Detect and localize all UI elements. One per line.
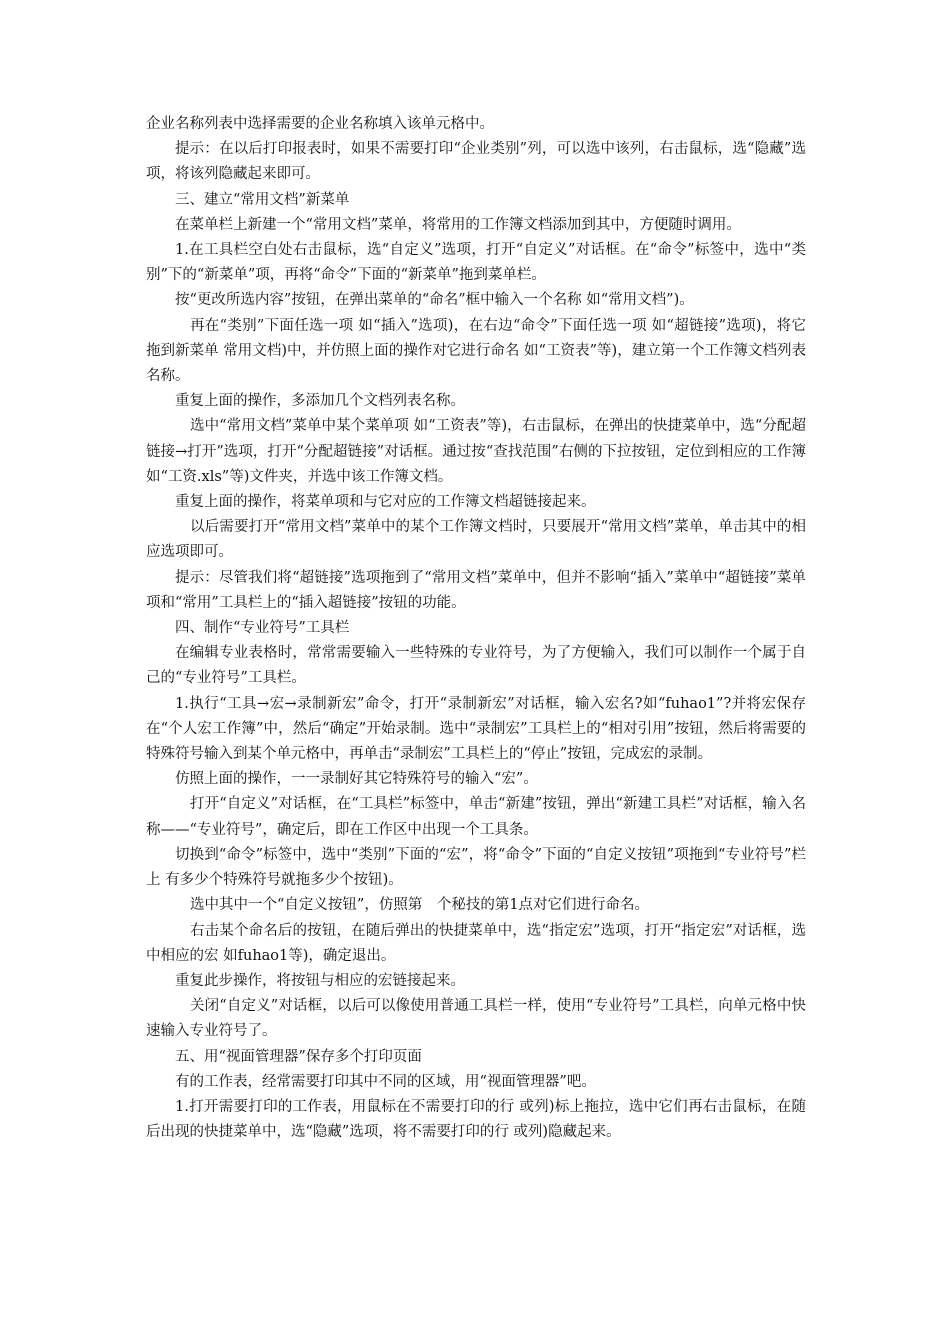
paragraph-20: 右击某个命名后的按钮，在随后弹出的快捷菜单中，选“指定宏”选项，打开“指定宏”对话框，选中相应的宏 如fuhao1等)，确定退出。 xyxy=(146,922,806,964)
section-heading-4: 四、制作“专业符号”工具栏 xyxy=(175,620,350,637)
paragraph-5: 1.在工具栏空白处右击鼠标，选“自定义”选项，打开“自定义”对话框。在“命令”标签中，选中“类别”下的“新菜单”项，再将“命令”下面的“新菜单”拖到菜单栏。 xyxy=(146,242,806,284)
paragraph-19: 选中其中一个“自定义按钮”，仿照第 个秘技的第1点对它们进行命名。 xyxy=(190,897,650,914)
paragraph-22: 关闭“自定义”对话框，以后可以像使用普通工具栏一样，使用“专业符号”工具栏，向单元格中快速输入专业符号了。 xyxy=(146,998,806,1040)
paragraph-10: 重复上面的操作，将菜单项和与它对应的工作簿文档超链接起来。 xyxy=(175,494,596,511)
paragraph-14: 在编辑专业表格时，常常需要输入一些特殊的专业符号，为了方便输入，我们可以制作一个属于自己的“专业符号”工具栏。 xyxy=(146,645,806,687)
paragraph-17: 打开“自定义”对话框，在“工具栏”标签中，单击“新建”按钮，弹出“新建工具栏”对话框，输入名称——“专业符号”，确定后，即在工作区中出现一个工具条。 xyxy=(146,796,806,838)
paragraph-1: 企业名称列表中选择需要的企业名称填入该单元格中。 xyxy=(146,116,494,132)
paragraph-6: 按“更改所选内容”按钮，在弹出菜单的“命名”框中输入一个名称 如“常用文档”)。 xyxy=(175,292,694,309)
paragraph-11: 以后需要打开“常用文档”菜单中的某个工作簿文档时，只要展开“常用文档”菜单，单击其中的相应选项即可。 xyxy=(146,519,806,561)
paragraph-4: 在菜单栏上新建一个“常用文档”菜单，将常用的工作簿文档添加到其中，方便随时调用。 xyxy=(175,216,741,233)
paragraph-15: 1.执行“工具→宏→录制新宏”命令，打开“录制新宏”对话框，输入宏名?如“fuhao1”?并将宏保存在“个人宏工作簿”中，然后“确定”开始录制。选中“录制宏”工具栏上的“相对引用”按钮，然后将需要的特殊符号输入到某个单元格中，再单击“录制宏”工具栏上的“停止”按钮，完成宏的录制。 xyxy=(146,695,806,763)
paragraph-16: 仿照上面的操作，一一录制好其它特殊符号的输入“宏”。 xyxy=(175,771,538,788)
paragraph-7: 再在“类别”下面任选一项 如“插入”选项)，在右边“命令”下面任选一项 如“超链接”选项)，将它拖到新菜单 常用文档)中，并仿照上面的操作对它进行命名 如“工资表”等)，建立第一个工作簿文档列表名称。 xyxy=(146,317,806,385)
section-heading-5: 五、用“视面管理器”保存多个打印页面 xyxy=(175,1048,422,1065)
paragraph-21: 重复此步操作，将按钮与相应的宏链接起来。 xyxy=(175,972,465,989)
document-page xyxy=(146,112,806,1145)
paragraph-9: 选中“常用文档”菜单中某个菜单项 如“工资表”等)，右击鼠标，在弹出的快捷菜单中，选“分配超链接→打开”选项，打开“分配超链接”对话框。通过按“查找范围”右侧的下拉按钮，定位到相应的工作簿 如“工资.xls”等)文件夹，并选中该工作簿文档。 xyxy=(146,418,806,485)
section-heading-3: 三、建立“常用文档”新菜单 xyxy=(175,191,350,208)
paragraph-12: 提示：尽管我们将“超链接”选项拖到了“常用文档”菜单中，但并不影响“插入”菜单中“超链接”菜单项和“常用”工具栏上的“插入超链接”按钮的功能。 xyxy=(146,569,806,611)
paragraph-18: 切换到“命令”标签中，选中“类别”下面的“宏”，将“命令”下面的“自定义按钮”项拖到“专业符号”栏上 有多少个特殊符号就拖多少个按钮)。 xyxy=(146,846,806,889)
paragraph-8: 重复上面的操作，多添加几个文档列表名称。 xyxy=(175,393,465,410)
paragraph-2: 提示：在以后打印报表时，如果不需要打印“企业类别”列，可以选中该列，右击鼠标，选“隐藏”选项，将该列隐藏起来即可。 xyxy=(146,141,806,183)
paragraph-25: 1.打开需要打印的工作表，用鼠标在不需要打印的行 或列)标上拖拉，选中它们再右击鼠标，在随后出现的快捷菜单中，选“隐藏”选项，将不需要打印的行 或列)隐藏起来。 xyxy=(146,1098,806,1141)
paragraph-24: 有的工作表，经常需要打印其中不同的区域，用“视面管理器”吧。 xyxy=(175,1073,596,1090)
